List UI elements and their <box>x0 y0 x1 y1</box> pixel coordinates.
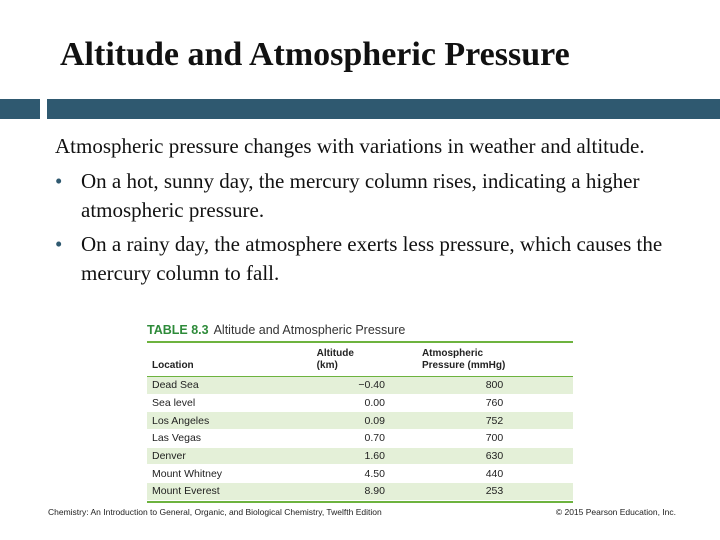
table-row <box>147 447 573 465</box>
cell-pressure: 630 <box>410 447 573 465</box>
table-caption <box>147 323 573 343</box>
cell-altitude: 0.70 <box>277 430 410 448</box>
table-row <box>147 377 573 395</box>
cell-altitude: 0.00 <box>277 394 410 412</box>
slide-body <box>55 132 695 293</box>
cell-pressure: 760 <box>410 394 573 412</box>
cell-altitude: 1.60 <box>277 447 410 465</box>
bullet-icon: • <box>55 169 63 193</box>
bullet-text: On a rainy day, the atmosphere exerts less pressure, which causes the mercury column to fall. <box>81 232 663 285</box>
cell-location: Dead Sea <box>147 377 277 395</box>
bullet-icon: • <box>55 232 63 256</box>
intro-text: Atmospheric pressure changes with variations in weather and altitude. <box>55 134 645 158</box>
data-table <box>147 343 573 501</box>
footer-citation: Chemistry: An Introduction to General, Organic, and Biological Chemistry, Twelfth Edition <box>48 507 382 517</box>
cell-pressure: 752 <box>410 412 573 430</box>
cell-altitude: 4.50 <box>277 465 410 483</box>
cell-location: Los Angeles <box>147 412 277 430</box>
cell-altitude: 8.90 <box>277 483 410 501</box>
bullet-item <box>55 230 695 288</box>
table-row <box>147 412 573 430</box>
cell-pressure: 800 <box>410 377 573 395</box>
cell-altitude: 0.09 <box>277 412 410 430</box>
accent-bar-right <box>47 99 720 119</box>
cell-location: Mount Whitney <box>147 465 277 483</box>
table-row <box>147 483 573 501</box>
header-altitude: Altitude (km) <box>277 343 410 377</box>
table-label: TABLE 8.3 <box>147 323 209 337</box>
pressure-table <box>147 323 573 503</box>
cell-pressure: 440 <box>410 465 573 483</box>
table-bottom-rule <box>147 501 573 503</box>
bullet-item <box>55 167 695 225</box>
table-header-row <box>147 343 573 377</box>
header-location: Location <box>147 343 277 377</box>
cell-location: Las Vegas <box>147 430 277 448</box>
cell-pressure: 700 <box>410 430 573 448</box>
cell-location: Denver <box>147 447 277 465</box>
slide-title: Altitude and Atmospheric Pressure <box>60 36 570 73</box>
cell-location: Mount Everest <box>147 483 277 501</box>
table-row <box>147 394 573 412</box>
accent-bar-left <box>0 99 40 119</box>
table-row <box>147 465 573 483</box>
header-pressure: Atmospheric Pressure (mmHg) <box>410 343 573 377</box>
cell-pressure: 253 <box>410 483 573 501</box>
table-row <box>147 430 573 448</box>
cell-altitude: −0.40 <box>277 377 410 395</box>
bullet-text: On a hot, sunny day, the mercury column rises, indicating a higher atmospheric pressure. <box>81 169 640 222</box>
cell-location: Sea level <box>147 394 277 412</box>
table-title: Altitude and Atmospheric Pressure <box>213 323 406 337</box>
footer-copyright: © 2015 Pearson Education, Inc. <box>555 507 676 517</box>
bullet-list <box>55 167 695 288</box>
